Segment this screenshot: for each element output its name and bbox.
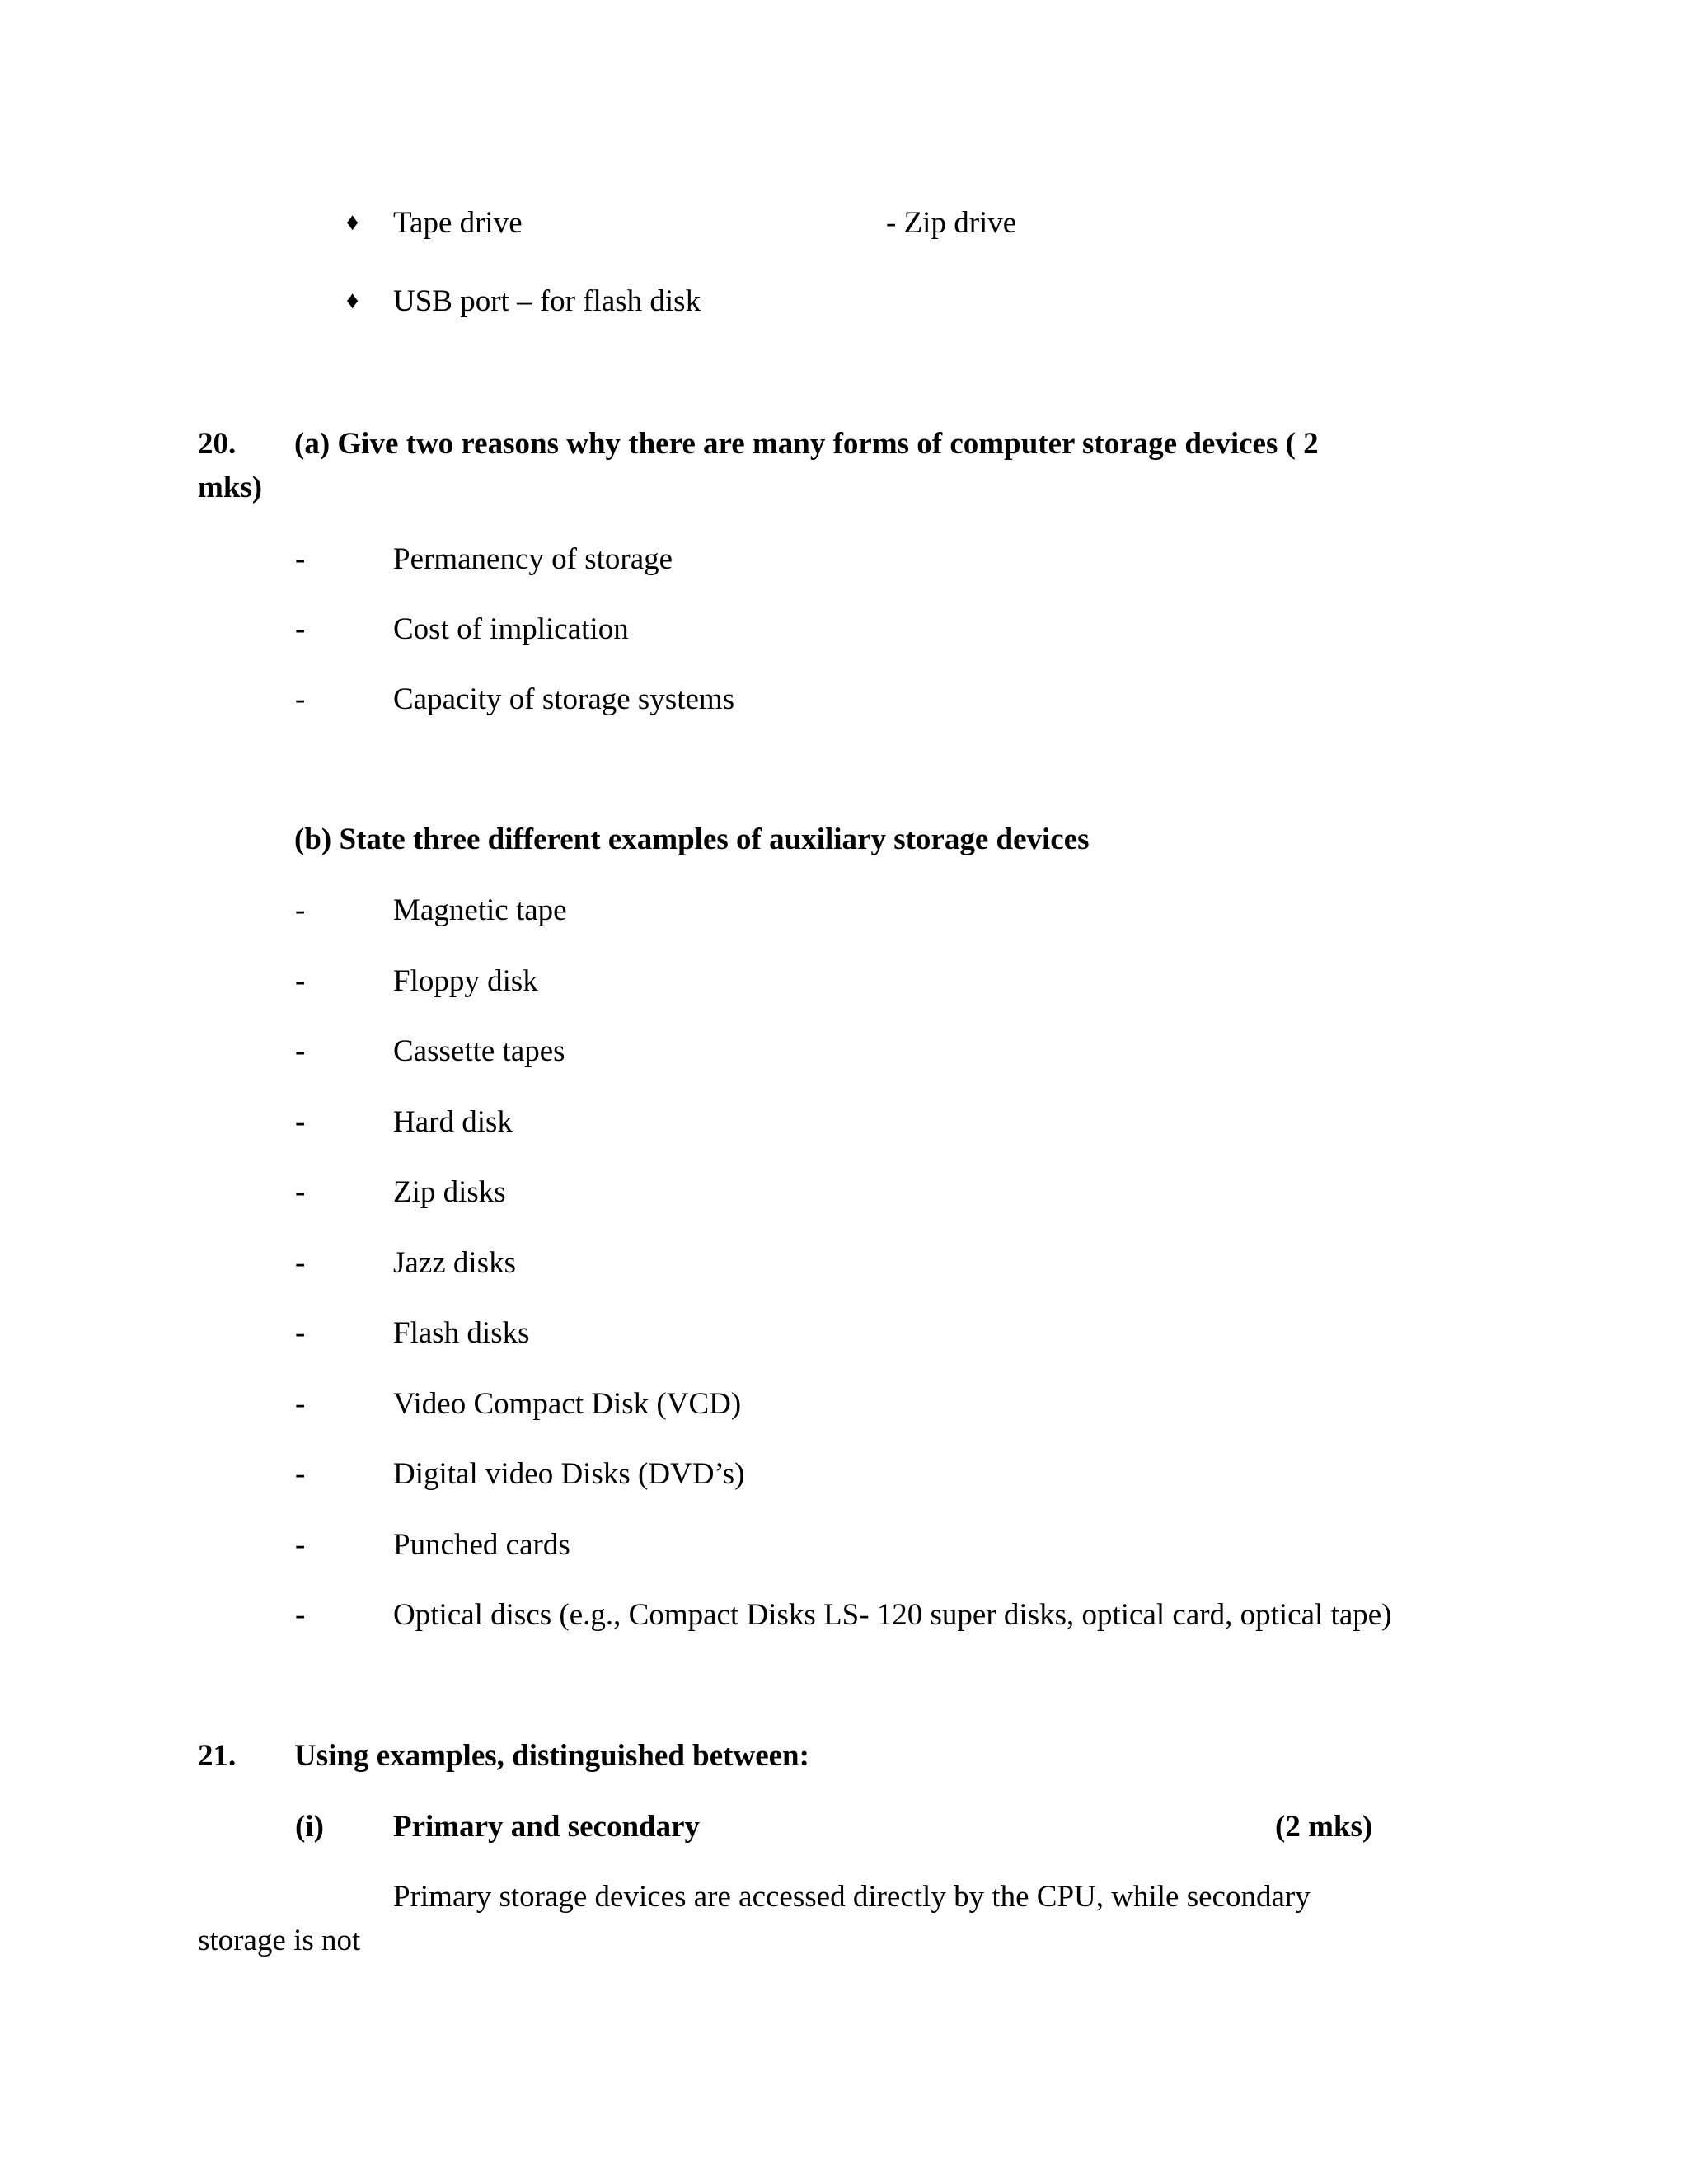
list-dash: - <box>295 1034 306 1068</box>
question-21-marks: (2 mks) <box>1275 1810 1373 1844</box>
question-20a-text: (a) Give two reasons why there are many forms of computer storage devices ( 2 <box>294 427 1319 461</box>
list-dash: - <box>295 964 306 998</box>
list-item: Video Compact Disk (VCD) <box>393 1387 742 1421</box>
bullet-item-usb-port: USB port – for flash disk <box>393 284 701 318</box>
question-21-sub-label: (i) <box>295 1810 324 1844</box>
question-20a-marks: mks) <box>198 471 263 504</box>
answer-line-2: storage is not <box>198 1924 361 1957</box>
list-dash: - <box>295 1457 306 1491</box>
list-item: Cassette tapes <box>393 1034 565 1068</box>
question-number-20: 20. <box>198 427 237 461</box>
list-item: Digital video Disks (DVD’s) <box>393 1457 745 1491</box>
diamond-bullet-icon: ♦ <box>346 209 359 236</box>
list-dash: - <box>295 1598 306 1632</box>
list-item: Zip disks <box>393 1175 506 1209</box>
list-item: Flash disks <box>393 1316 530 1350</box>
bullet-item-tape-drive: Tape drive <box>393 206 523 240</box>
question-number-21: 21. <box>198 1739 237 1773</box>
question-21-heading: Using examples, distinguished between: <box>294 1739 809 1773</box>
list-item: Permanency of storage <box>393 542 673 576</box>
list-dash: - <box>295 1387 306 1421</box>
list-dash: - <box>295 1316 306 1350</box>
list-item: Cost of implication <box>393 612 629 646</box>
list-item: Capacity of storage systems <box>393 682 735 716</box>
question-21-sub-title: Primary and secondary <box>393 1810 701 1844</box>
diamond-bullet-icon: ♦ <box>346 287 359 314</box>
list-dash: - <box>295 1528 306 1562</box>
list-dash: - <box>295 612 306 646</box>
list-item: Optical discs (e.g., Compact Disks LS- 120 super disks, optical card, optical tape) <box>393 1598 1392 1632</box>
list-item: Jazz disks <box>393 1246 516 1280</box>
list-dash: - <box>295 893 306 927</box>
list-dash: - <box>295 1175 306 1209</box>
list-dash: - <box>295 1246 306 1280</box>
list-dash: - <box>295 682 306 716</box>
list-item: Punched cards <box>393 1528 570 1562</box>
list-item: Magnetic tape <box>393 893 567 927</box>
answer-line-1: Primary storage devices are accessed directly by the CPU, while secondary <box>393 1880 1311 1914</box>
list-dash: - <box>295 1105 306 1139</box>
bullet-item-zip-drive: - Zip drive <box>886 206 1017 240</box>
list-item: Hard disk <box>393 1105 513 1139</box>
question-20b-text: (b) State three different examples of auxiliary storage devices <box>294 823 1090 856</box>
list-dash: - <box>295 542 306 576</box>
list-item: Floppy disk <box>393 964 538 998</box>
